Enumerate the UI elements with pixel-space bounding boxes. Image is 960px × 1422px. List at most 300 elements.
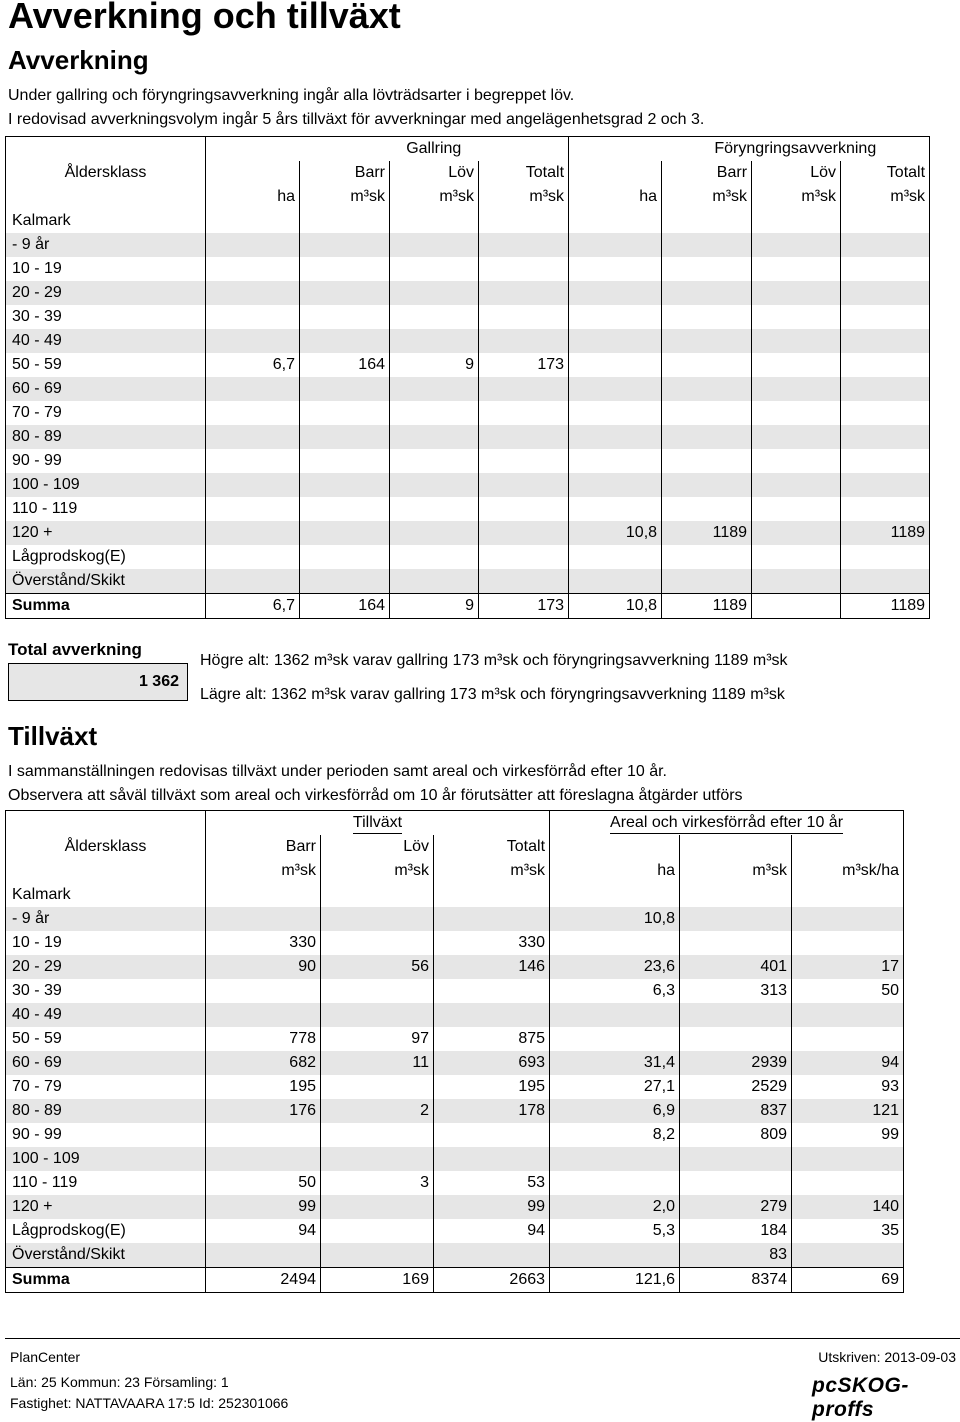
tillvaxt-heading: Tillväxt: [8, 721, 98, 751]
table-cell: [569, 329, 662, 353]
row-label: - 9 år: [6, 233, 206, 257]
table-cell: 94: [434, 1219, 550, 1243]
footer-property: Fastighet: NATTAVAARA 17:5 Id: 252301066: [10, 1395, 289, 1411]
table-cell: [752, 545, 841, 569]
column-header: Totalt: [479, 161, 569, 185]
table-cell: [206, 257, 300, 281]
table-cell: 2939: [680, 1051, 792, 1075]
table-cell: 56: [321, 955, 434, 979]
table-row: [6, 883, 904, 907]
unit-header: ha: [569, 185, 662, 209]
row-label: 40 - 49: [6, 329, 206, 353]
table-row: [6, 425, 930, 449]
tillvaxt-header-row-1: [6, 835, 904, 859]
table-cell: [390, 233, 479, 257]
table-cell: [550, 1003, 680, 1027]
footer-printed-date: Utskriven: 2013-09-03: [818, 1349, 956, 1365]
table-cell: 184: [680, 1219, 792, 1243]
table-cell: [300, 257, 390, 281]
column-header: [206, 161, 300, 185]
column-header: Totalt: [886, 164, 926, 181]
summa-row: [6, 1268, 904, 1293]
table-cell: [662, 545, 752, 569]
unit-header: m³sk: [680, 859, 792, 883]
table-row: [6, 1219, 904, 1243]
table-cell: 23,6: [550, 955, 680, 979]
unit-header: ha: [550, 859, 680, 883]
table-cell: [841, 281, 930, 305]
table-cell: [321, 979, 434, 1003]
total-avverkning-value: 1 362: [8, 663, 188, 701]
table-cell: [841, 569, 930, 594]
table-cell: [792, 1147, 904, 1171]
row-label: 50 - 59: [6, 1027, 206, 1051]
table-row: [6, 1147, 904, 1171]
table-cell: [390, 305, 479, 329]
table-cell: [752, 449, 841, 473]
table-row: [6, 1051, 904, 1075]
row-label: 30 - 39: [6, 305, 206, 329]
table-cell: [752, 569, 841, 594]
table-cell: 83: [680, 1243, 792, 1268]
row-label: 120 +: [6, 521, 206, 545]
table-cell: [206, 1147, 321, 1171]
column-header: Löv: [321, 835, 434, 859]
table-cell: [841, 257, 930, 281]
row-label: Kalmark: [6, 209, 206, 233]
table-cell: [569, 569, 662, 594]
page-title: Avverkning och tillväxt: [8, 0, 401, 36]
table-cell: [206, 1123, 321, 1147]
table-cell: [390, 521, 479, 545]
table-cell: [390, 497, 479, 521]
table-cell: 176: [206, 1099, 321, 1123]
table-cell: 11: [321, 1051, 434, 1075]
table-cell: [662, 233, 752, 257]
table-cell: [680, 907, 792, 931]
table-cell: [752, 257, 841, 281]
table-cell: [550, 1027, 680, 1051]
table-cell: 6,9: [550, 1099, 680, 1123]
table-row: [6, 377, 930, 401]
table-cell: [841, 353, 930, 377]
table-cell: [550, 1147, 680, 1171]
table-cell: [792, 907, 904, 931]
summa-cell: 121,6: [550, 1268, 680, 1293]
table-cell: [434, 907, 550, 931]
summa-cell: 9: [390, 594, 479, 619]
table-cell: [752, 209, 841, 233]
table-cell: 313: [680, 979, 792, 1003]
table-row: [6, 569, 930, 594]
table-cell: [680, 1027, 792, 1051]
table-cell: [841, 545, 930, 569]
table-cell: [390, 425, 479, 449]
summa-cell: 8374: [680, 1268, 792, 1293]
column-header: [569, 161, 662, 185]
table-cell: [390, 281, 479, 305]
table-cell: [300, 401, 390, 425]
table-cell: [321, 1075, 434, 1099]
table-cell: [300, 449, 390, 473]
table-cell: 140: [792, 1195, 904, 1219]
summa-row: [6, 594, 930, 619]
row-label: 90 - 99: [6, 449, 206, 473]
table-cell: [752, 353, 841, 377]
table-cell: [569, 353, 662, 377]
row-label: 30 - 39: [6, 979, 206, 1003]
table-cell: [841, 425, 930, 449]
table-cell: [206, 1243, 321, 1268]
table-cell: [662, 257, 752, 281]
table-row: [6, 281, 930, 305]
row-label: 60 - 69: [6, 377, 206, 401]
table-cell: [300, 305, 390, 329]
table-cell: [434, 1243, 550, 1268]
table-cell: 146: [434, 955, 550, 979]
table-cell: [680, 1147, 792, 1171]
table-row: [6, 209, 930, 233]
row-label: 120 +: [6, 1195, 206, 1219]
table-row: [6, 1195, 904, 1219]
table-row: [6, 1003, 904, 1027]
row-label: Överstånd/Skikt: [6, 569, 206, 594]
table-row: [6, 473, 930, 497]
avverkning-group-row: [6, 137, 930, 162]
table-cell: [206, 281, 300, 305]
table-cell: 93: [881, 1078, 900, 1095]
table-cell: 97: [321, 1027, 434, 1051]
table-cell: 330: [206, 931, 321, 955]
pcskog-logo: pcSKOG-proffs: [812, 1374, 909, 1421]
table-cell: [479, 329, 569, 353]
avverkning-table: [5, 136, 930, 619]
table-cell: 682: [206, 1051, 321, 1075]
table-cell: [841, 233, 930, 257]
table-cell: [479, 233, 569, 257]
table-row: [6, 233, 930, 257]
table-cell: [206, 497, 300, 521]
table-cell: [300, 521, 390, 545]
table-cell: [206, 209, 300, 233]
table-cell: [321, 1147, 434, 1171]
table-cell: [479, 377, 569, 401]
table-row: [6, 955, 904, 979]
table-cell: [841, 209, 930, 233]
table-cell: 809: [680, 1123, 792, 1147]
table-cell: [479, 425, 569, 449]
avverkning-note-1: Under gallring och föryngringsavverkning ingår alla lövträdsarter i begreppet löv.: [8, 87, 575, 104]
table-cell: [662, 209, 752, 233]
table-cell: 99: [881, 1126, 900, 1143]
table-cell: [680, 1171, 792, 1195]
table-cell: 2: [321, 1099, 434, 1123]
table-cell: [479, 401, 569, 425]
table-cell: [569, 281, 662, 305]
footer-divider: [5, 1338, 960, 1339]
table-cell: 53: [434, 1171, 550, 1195]
table-cell: [300, 545, 390, 569]
column-header: [550, 835, 680, 859]
unit-header: m³sk: [662, 185, 752, 209]
table-cell: [206, 1003, 321, 1027]
table-cell: 90: [206, 955, 321, 979]
row-label: 10 - 19: [6, 257, 206, 281]
table-cell: [206, 449, 300, 473]
table-cell: [662, 377, 752, 401]
table-cell: [479, 473, 569, 497]
table-cell: [321, 1219, 434, 1243]
summa-cell: 164: [300, 594, 390, 619]
table-cell: [300, 209, 390, 233]
table-cell: [752, 401, 841, 425]
table-cell: [662, 401, 752, 425]
table-cell: [434, 1147, 550, 1171]
table-cell: 279: [680, 1195, 792, 1219]
table-cell: 94: [792, 1051, 904, 1075]
table-cell: [752, 377, 841, 401]
table-cell: [390, 257, 479, 281]
table-cell: [841, 329, 930, 353]
table-cell: 875: [434, 1027, 550, 1051]
avverkning-note-2: I redovisad avverkningsvolym ingår 5 års tillväxt för avverkningar med angelägenhetsgrad 2 och 3.: [8, 111, 705, 128]
table-row: [6, 257, 930, 281]
unit-header: m³sk: [434, 859, 550, 883]
table-cell: [792, 1243, 904, 1268]
table-cell: [479, 569, 569, 594]
table-cell: 2529: [680, 1075, 792, 1099]
table-cell: [479, 209, 569, 233]
row-label: 90 - 99: [6, 1123, 206, 1147]
avverkning-heading: Avverkning: [8, 45, 149, 75]
table-cell: [550, 1171, 680, 1195]
table-cell: [662, 497, 752, 521]
table-cell: [479, 449, 569, 473]
table-row: [6, 907, 904, 931]
unit-header: ha: [206, 185, 300, 209]
table-row: [6, 1243, 904, 1268]
table-cell: [206, 401, 300, 425]
table-row: [6, 1027, 904, 1051]
summa-cell: 1189: [662, 594, 752, 619]
summa-cell: 1189: [841, 594, 930, 619]
table-cell: 401: [680, 955, 792, 979]
table-cell: [550, 931, 680, 955]
table-row: [6, 449, 930, 473]
row-label: Överstånd/Skikt: [6, 1243, 206, 1268]
aldersklass-header: Åldersklass: [6, 161, 206, 185]
table-cell: [752, 521, 841, 545]
table-row: [6, 305, 930, 329]
row-label: 40 - 49: [6, 1003, 206, 1027]
table-cell: [841, 497, 930, 521]
table-row: [6, 1075, 904, 1099]
row-label: 110 - 119: [6, 1171, 206, 1195]
table-cell: [569, 401, 662, 425]
column-header: Barr: [662, 161, 752, 185]
summa-cell: 10,8: [569, 594, 662, 619]
table-cell: [752, 281, 841, 305]
table-cell: 31,4: [550, 1051, 680, 1075]
table-cell: [662, 569, 752, 594]
row-label: 20 - 29: [6, 955, 206, 979]
table-cell: [662, 425, 752, 449]
table-cell: [206, 521, 300, 545]
table-cell: [206, 305, 300, 329]
table-cell: [792, 1003, 904, 1027]
table-cell: [752, 305, 841, 329]
table-cell: [300, 377, 390, 401]
lagre-alternativ: Lägre alt: 1362 m³sk varav gallring 173 m³sk och föryngringsavverkning 1189 m³sk: [200, 686, 785, 703]
table-cell: [569, 257, 662, 281]
table-cell: 5,3: [550, 1219, 680, 1243]
column-header: Barr: [206, 835, 321, 859]
table-cell: [662, 353, 752, 377]
row-label: 70 - 79: [6, 1075, 206, 1099]
table-cell: 837: [680, 1099, 792, 1123]
table-cell: [206, 883, 321, 907]
row-label: 100 - 109: [6, 473, 206, 497]
row-label: 50 - 59: [6, 353, 206, 377]
table-cell: [569, 425, 662, 449]
table-cell: [321, 1243, 434, 1268]
table-cell: [390, 401, 479, 425]
table-cell: 195: [206, 1075, 321, 1099]
gallring-group-header: Gallring: [300, 137, 569, 162]
row-label: 60 - 69: [6, 1051, 206, 1075]
table-cell: 99: [206, 1195, 321, 1219]
table-row: [6, 1123, 904, 1147]
table-cell: 164: [300, 353, 390, 377]
table-cell: [390, 473, 479, 497]
table-cell: [569, 305, 662, 329]
table-row: [6, 1099, 904, 1123]
table-cell: [390, 329, 479, 353]
footer-brand: PlanCenter: [10, 1349, 81, 1365]
table-cell: [680, 883, 792, 907]
tillvaxt-group-header: [206, 811, 550, 836]
table-cell: [752, 473, 841, 497]
table-cell: [680, 931, 792, 955]
table-cell: [479, 497, 569, 521]
table-cell: [752, 425, 841, 449]
table-cell: [206, 329, 300, 353]
areal-group-header: [550, 811, 904, 836]
footer-location: Län: 25 Kommun: 23 Församling: 1: [10, 1374, 229, 1390]
table-cell: [434, 1123, 550, 1147]
table-cell: 99: [434, 1195, 550, 1219]
summa-cell: 169: [321, 1268, 434, 1293]
unit-header: m³sk: [206, 859, 321, 883]
row-label: 100 - 109: [6, 1147, 206, 1171]
table-cell: [752, 233, 841, 257]
table-cell: 35: [881, 1222, 900, 1239]
table-cell: [206, 377, 300, 401]
table-cell: [792, 1171, 904, 1195]
table-cell: 1189: [662, 521, 752, 545]
table-row: [6, 353, 930, 377]
table-cell: [662, 329, 752, 353]
table-cell: [550, 883, 680, 907]
table-cell: [321, 1195, 434, 1219]
table-row: [6, 401, 930, 425]
table-cell: [434, 1003, 550, 1027]
table-cell: [680, 1003, 792, 1027]
table-cell: [300, 497, 390, 521]
column-header: [792, 835, 904, 859]
table-cell: [569, 377, 662, 401]
total-avverkning-label: Total avverkning: [8, 640, 142, 659]
table-cell: [300, 473, 390, 497]
table-cell: 9: [390, 353, 479, 377]
table-cell: [321, 1123, 434, 1147]
summa-label: Summa: [6, 594, 206, 619]
table-cell: [479, 545, 569, 569]
table-cell: [662, 305, 752, 329]
table-cell: [569, 209, 662, 233]
table-cell: [206, 979, 321, 1003]
avverkning-header-row-1: [6, 161, 930, 185]
table-cell: [841, 473, 930, 497]
table-cell: 8,2: [550, 1123, 680, 1147]
table-cell: 1189: [841, 521, 930, 545]
table-cell: [390, 569, 479, 594]
table-cell: 50: [206, 1171, 321, 1195]
table-cell: 778: [206, 1027, 321, 1051]
table-cell: 27,1: [550, 1075, 680, 1099]
summa-label: Summa: [6, 1268, 206, 1293]
table-cell: 195: [434, 1075, 550, 1099]
tillvaxt-table: [5, 810, 904, 1293]
table-cell: [841, 401, 930, 425]
row-label: 10 - 19: [6, 931, 206, 955]
table-cell: [300, 425, 390, 449]
unit-header: m³sk: [390, 185, 479, 209]
table-cell: [569, 233, 662, 257]
row-label: Lågprodskog(E): [6, 545, 206, 569]
table-row: [6, 545, 930, 569]
aldersklass-header: Åldersklass: [6, 835, 206, 859]
table-cell: [390, 545, 479, 569]
table-cell: [321, 883, 434, 907]
table-cell: [390, 449, 479, 473]
table-cell: [479, 281, 569, 305]
table-cell: [841, 449, 930, 473]
table-row: [6, 521, 930, 545]
unit-header: m³sk: [300, 185, 390, 209]
table-cell: [569, 497, 662, 521]
table-cell: 50: [881, 982, 900, 999]
table-cell: [841, 305, 930, 329]
summa-cell: 173: [479, 594, 569, 619]
table-cell: 10,8: [550, 907, 680, 931]
row-label: 20 - 29: [6, 281, 206, 305]
avverkning-header-row-2: [6, 185, 930, 209]
table-cell: 693: [434, 1051, 550, 1075]
table-cell: [206, 473, 300, 497]
row-label: 110 - 119: [6, 497, 206, 521]
table-cell: 178: [434, 1099, 550, 1123]
table-cell: [300, 281, 390, 305]
table-cell: [206, 233, 300, 257]
column-header: Löv: [390, 161, 479, 185]
table-cell: 2,0: [550, 1195, 680, 1219]
table-cell: [550, 1243, 680, 1268]
table-cell: [206, 569, 300, 594]
table-cell: [479, 257, 569, 281]
row-label: 80 - 89: [6, 425, 206, 449]
column-header: Barr: [300, 161, 390, 185]
